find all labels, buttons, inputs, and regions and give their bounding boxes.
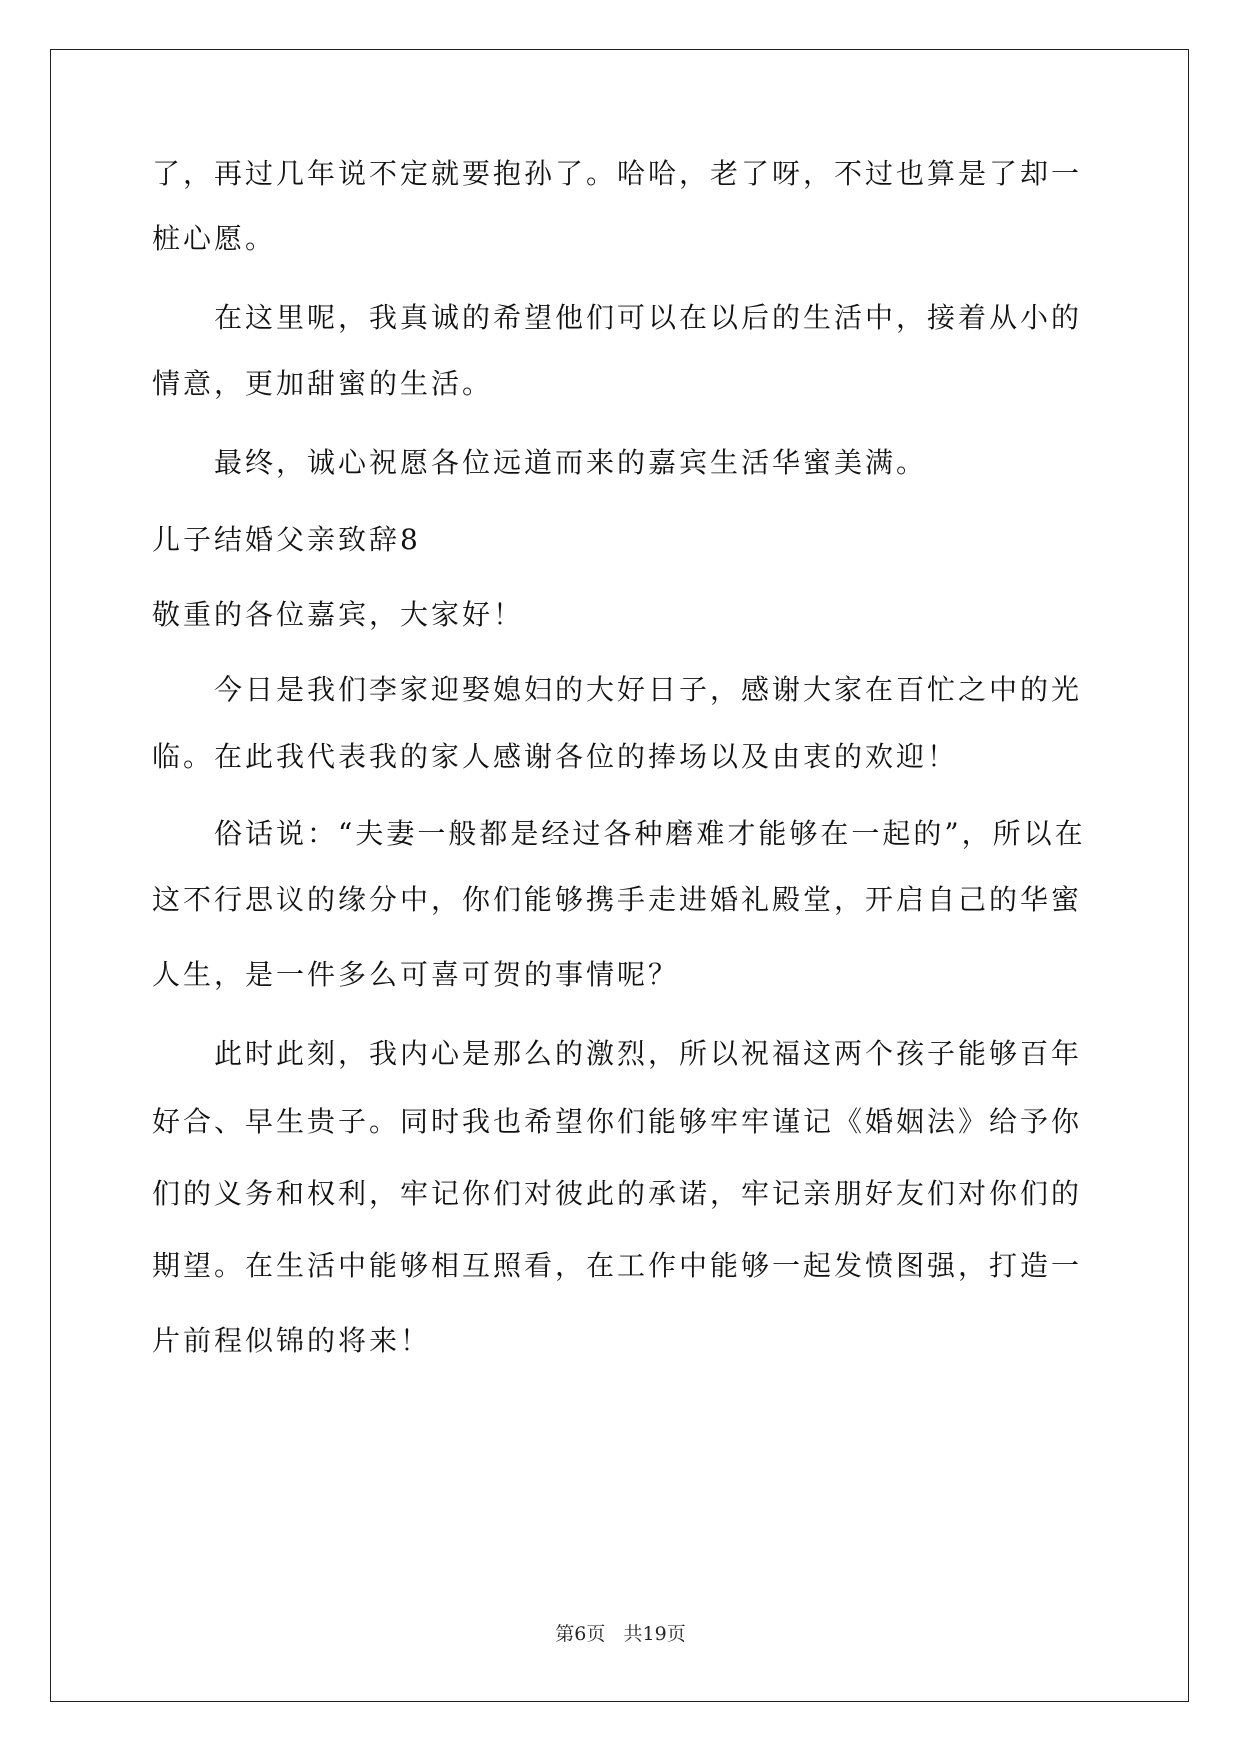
paragraph-line: 在这里呢，我真诚的希望他们可以在以后的生活中，接着从小的 [214, 301, 1083, 334]
text-line: 情意，更加甜蜜的生活。 [152, 367, 494, 400]
text-line: 片前程似锦的将来！ [152, 1324, 432, 1357]
paragraph-line: 俗话说：“夫妻一般都是经过各种磨难才能够在一起的”，所以在 [214, 817, 1086, 850]
section-heading: 儿子结婚父亲致辞8 [152, 523, 421, 556]
text-line: 们的义务和权利，牢记你们对彼此的承诺，牢记亲朋好友们对你们的 [152, 1177, 1083, 1210]
paragraph-line: 此时此刻，我内心是那么的激烈，所以祝福这两个孩子能够百年 [214, 1037, 1083, 1070]
page-total: 共19页 [623, 1623, 686, 1645]
page-border [50, 49, 1189, 1702]
salutation-line: 敬重的各位嘉宾，大家好！ [152, 598, 525, 631]
text-line: 这不行思议的缘分中，你们能够携手走进婚礼殿堂，开启自己的华蜜 [152, 883, 1083, 916]
text-line: 桩心愿。 [152, 222, 277, 255]
paragraph-line: 最终，诚心祝愿各位远道而来的嘉宾生活华蜜美满。 [214, 446, 928, 479]
page-footer [0, 1622, 1241, 1646]
paragraph-line: 今日是我们李家迎娶媳妇的大好日子，感谢大家在百忙之中的光 [214, 673, 1083, 706]
text-line: 好合、早生贵子。同时我也希望你们能够牢牢谨记《婚姻法》给予你 [152, 1105, 1083, 1138]
text-line: 人生，是一件多么可喜可贺的事情呢？ [152, 958, 680, 991]
text-line: 了，再过几年说不定就要抱孙了。哈哈，老了呀，不过也算是了却一 [152, 157, 1083, 190]
text-line: 临。在此我代表我的家人感谢各位的捧场以及由衷的欢迎！ [152, 740, 959, 773]
text-line: 期望。在生活中能够相互照看，在工作中能够一起发愤图强，打造一 [152, 1249, 1083, 1282]
page-number: 第6页 [555, 1623, 606, 1645]
